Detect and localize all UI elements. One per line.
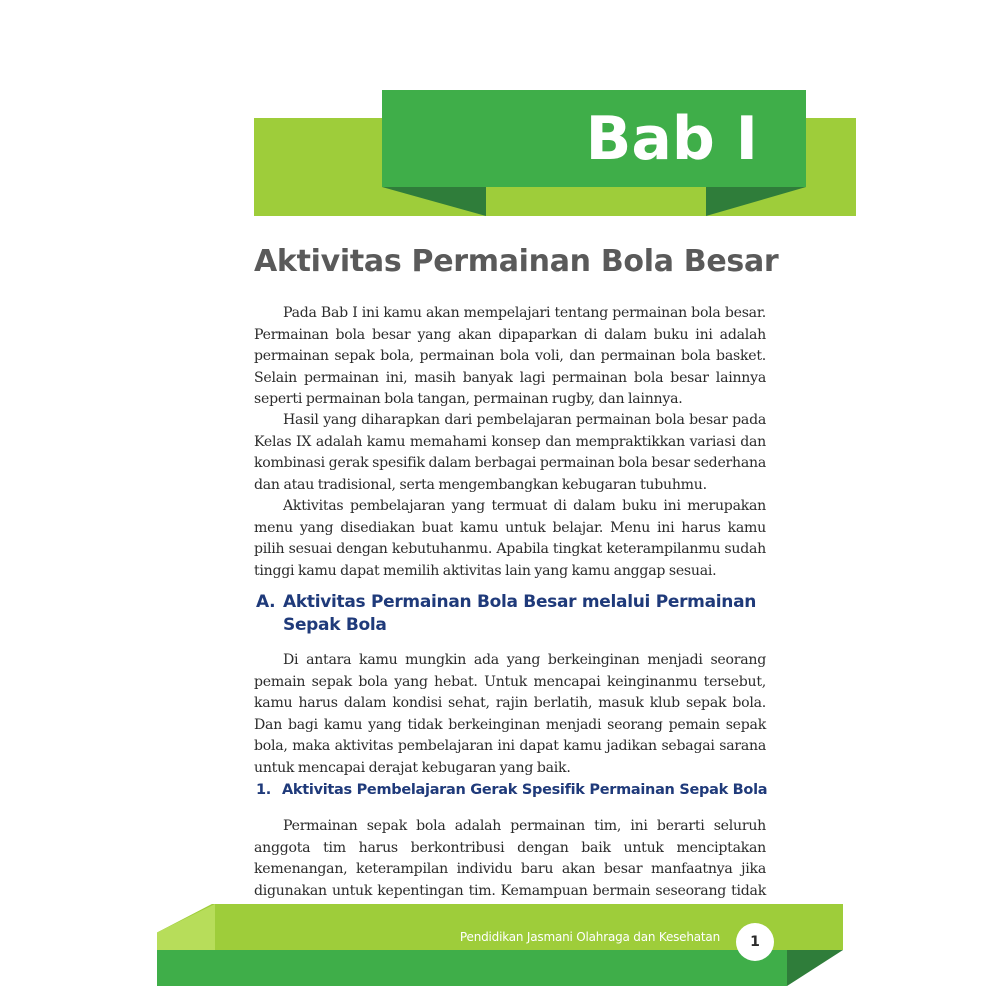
footer-fold-right — [787, 950, 843, 986]
chapter-label: Bab I — [585, 103, 758, 174]
page-title: Aktivitas Permainan Bola Besar — [254, 244, 779, 279]
section-a-title: Aktivitas Permainan Bola Besar melalui Permainan Sepak Bola — [283, 592, 757, 635]
intro-paragraph-1: Pada Bab I ini kamu akan mempelajari tentang permainan bola besar. Permainan bola besar yang akan dipaparkan di dalam buku ini adalah permainan sepak bola, permainan bola voli, dan permainan bola basket. Selain permainan ini, masih banyak lagi permainan bola besar lainnya seperti permainan bola tangan, permainan rugby, dan lainnya. — [254, 305, 766, 407]
intro-paragraph-2: Hasil yang diharapkan dari pembelajaran permainan bola besar pada Kelas IX adalah kamu memahami konsep dan mempraktikkan variasi dan kombinasi gerak spesifik dalam berbagai permainan bola besar sederhana dan atau tradisional, serta mengembangkan kebugaran tubuhmu. — [254, 412, 766, 493]
section-a-paragraph: Di antara kamu mungkin ada yang berkeinginan menjadi seorang pemain sepak bola yang hebat. Untuk mencapai keinginanmu tersebut, kamu harus dalam kondisi sehat, rajin berlatih, masuk klub sepak bola. Dan bagi kamu yang tidak berkeinginan menjadi seorang pemain sepak bola, maka aktivitas pembelajaran ini dapat kamu jadikan sebagai sarana untuk mencapai derajat kebugaran yang baik. — [254, 652, 766, 776]
intro-paragraph-3: Aktivitas pembelajaran yang termuat di dalam buku ini merupakan menu yang disediakan buat kamu untuk belajar. Menu ini harus kamu pilih sesuai dengan kebutuhanmu. Apabila tingkat keterampilanmu sudah tinggi kamu dapat memilih aktivitas lain yang kamu anggap sesuai. — [254, 498, 766, 579]
subsection-1-paragraph: Permainan sepak bola adalah permainan tim, ini berarti seluruh anggota tim harus berkontribusi dengan baik untuk menciptakan kemenangan, keterampilan individu baru akan besar manfaatnya jika digunakan untuk kepentingan tim. Kemampuan bermain seseorang tidak — [254, 818, 766, 899]
subsection-1-title: Aktivitas Pembelajaran Gerak Spesifik Permainan Sepak Bola — [282, 782, 768, 798]
footer-fold-left — [157, 904, 215, 950]
chapter-banner — [382, 90, 806, 187]
subsection-1-heading — [256, 780, 786, 800]
section-a-number: A. — [256, 592, 276, 612]
subsection-1-number: 1. — [256, 782, 271, 798]
footer-book-title: Pendidikan Jasmani Olahraga dan Kesehatan — [459, 930, 720, 944]
page-number: 1 — [736, 923, 774, 961]
footer-band-dark — [157, 950, 787, 986]
section-a-heading — [256, 591, 786, 637]
